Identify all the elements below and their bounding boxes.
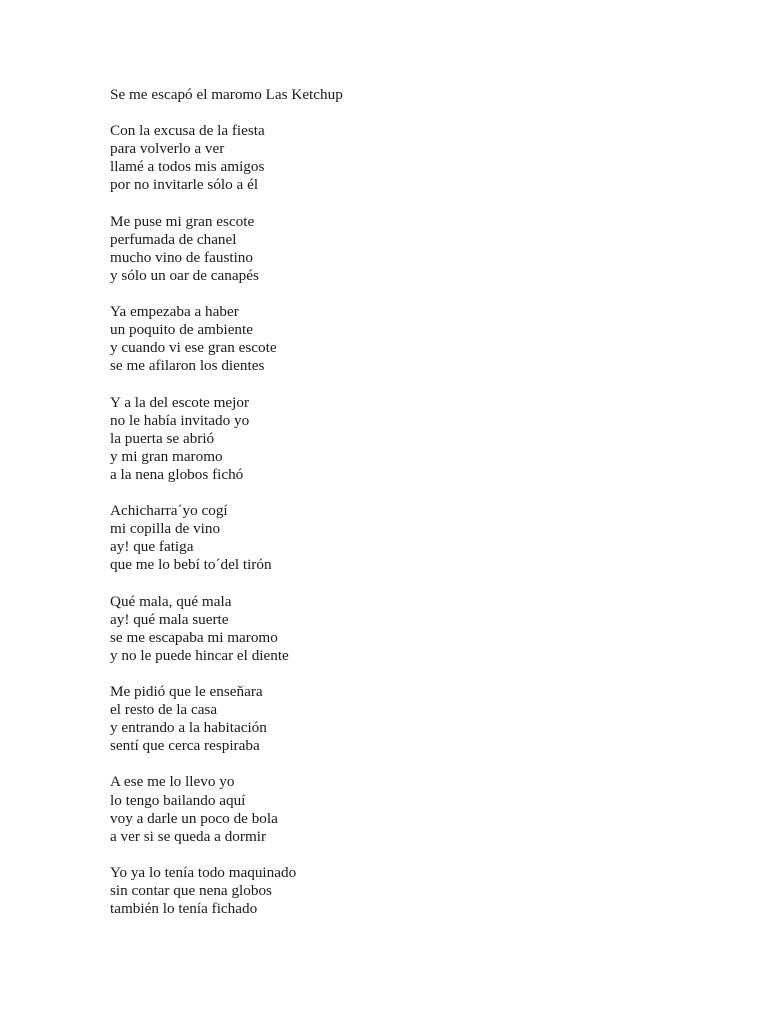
lyric-line: para volverlo a ver (110, 140, 225, 158)
lyric-line: Y a la del escote mejor (110, 393, 250, 411)
lyric-line: llamé a todos mis amigos (110, 158, 265, 176)
lyric-line: el resto de la casa (110, 701, 218, 719)
lyric-line: a ver si se queda a dormir (110, 827, 267, 845)
lyric-line: que me lo bebí to´del tirón (110, 556, 272, 574)
lyric-line: Con la excusa de la fiesta (110, 122, 265, 140)
lyric-line: y entrando a la habitación (110, 719, 267, 737)
stanza-7 (110, 683, 710, 755)
lyric-line: Ya empezaba a haber (110, 303, 239, 321)
lyric-line: se me afilaron los dientes (110, 357, 265, 375)
stanza-6 (110, 593, 710, 665)
lyric-line: también lo tenía fichado (110, 900, 258, 918)
lyric-line: lo tengo bailando aquí (110, 791, 246, 809)
lyric-line: sin contar que nena globos (110, 882, 272, 900)
lyric-line: perfumada de chanel (110, 230, 237, 248)
lyric-line: A ese me lo llevo yo (110, 773, 235, 791)
stanza-3 (110, 303, 710, 375)
lyric-line: sentí que cerca respiraba (110, 737, 260, 755)
lyric-line: y no le puede hincar el diente (110, 646, 289, 664)
lyric-line: no le había invitado yo (110, 411, 250, 429)
lyric-line: Me pidió que le enseňara (110, 683, 263, 700)
stanza-4 (110, 394, 710, 484)
document-body (110, 86, 710, 936)
lyric-line: Me puse mi gran escote (110, 212, 255, 230)
stanza-2 (110, 213, 710, 285)
lyric-line: mi copilla de vino (110, 520, 221, 538)
lyric-line: la puerta se abrió (110, 429, 215, 447)
lyric-line: voy a darle un poco de bola (110, 809, 278, 827)
lyric-line: mucho vino de faustino (110, 248, 253, 266)
lyric-line: y cuando vi ese gran escote (110, 339, 277, 357)
lyric-line: Yo ya lo tenía todo maquinado (110, 863, 297, 881)
lyric-line: y sólo un oar de canapés (110, 266, 259, 284)
lyric-line: y mi gran maromo (110, 447, 223, 465)
lyric-line: se me escapaba mi maromo (110, 628, 278, 646)
stanza-9 (110, 864, 710, 918)
lyric-line: ay! qué mala suerte (110, 610, 229, 628)
stanza-5 (110, 502, 710, 574)
stanza-8 (110, 773, 710, 845)
stanza-1 (110, 122, 710, 194)
lyric-line: Qué mala, qué mala (110, 592, 232, 610)
lyric-line: ay! que fatiga (110, 538, 194, 556)
lyric-line: por no invitarle sólo a él (110, 176, 259, 194)
lyric-line: un poquito de ambiente (110, 321, 253, 339)
song-title: Se me escapó el maromo Las Ketchup (110, 86, 343, 103)
lyric-line: a la nena globos fichó (110, 465, 244, 483)
lyric-line: Achicharra´yo cogí (110, 502, 228, 520)
